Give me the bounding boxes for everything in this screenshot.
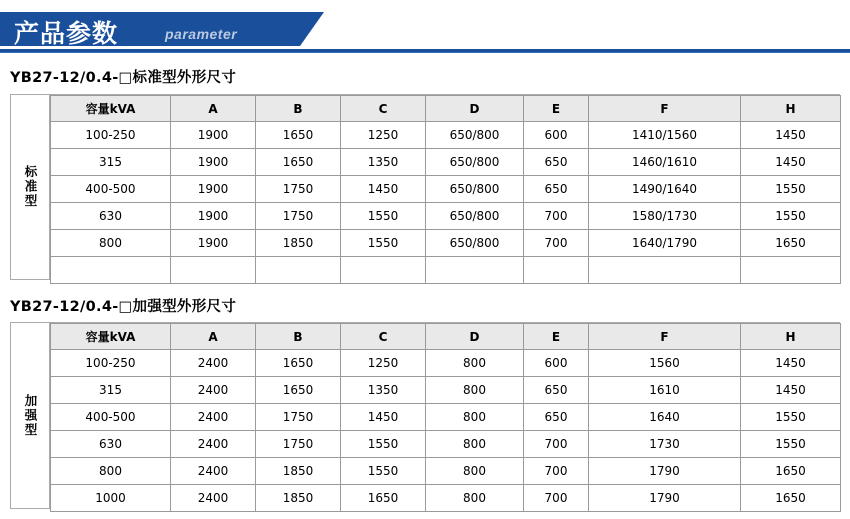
- section-title-reinforced: YB27-12/0.4-□加强型外形尺寸: [10, 299, 237, 315]
- column-header-e: E: [524, 96, 589, 122]
- cell-e: 650: [524, 404, 589, 431]
- cell-f: 1640/1790: [589, 230, 741, 257]
- cell-capacity: 400-500: [51, 176, 171, 203]
- spec-table-block-reinforced: [10, 322, 840, 509]
- cell-a: 2400: [171, 404, 256, 431]
- cell-e: 700: [524, 485, 589, 512]
- column-header-d: D: [426, 96, 524, 122]
- cell-b: 1850: [256, 485, 341, 512]
- cell-h: [741, 257, 841, 284]
- column-header-b: B: [256, 324, 341, 350]
- cell-b: 1850: [256, 458, 341, 485]
- cell-b: 1650: [256, 149, 341, 176]
- cell-capacity: 630: [51, 203, 171, 230]
- cell-capacity: 630: [51, 431, 171, 458]
- column-header-d: D: [426, 324, 524, 350]
- column-header-a: A: [171, 324, 256, 350]
- column-header-h: H: [741, 96, 841, 122]
- cell-d: 650/800: [426, 176, 524, 203]
- table-row: [51, 230, 841, 257]
- cell-d: 800: [426, 377, 524, 404]
- cell-b: 1750: [256, 176, 341, 203]
- cell-h: 1450: [741, 122, 841, 149]
- table-row: [51, 458, 841, 485]
- page-header-banner: [0, 0, 850, 54]
- cell-capacity: 100-250: [51, 122, 171, 149]
- column-header-capacity: 容量kVA: [51, 96, 171, 122]
- cell-c: 1450: [341, 176, 426, 203]
- cell-f: 1410/1560: [589, 122, 741, 149]
- cell-e: 600: [524, 122, 589, 149]
- cell-b: 1650: [256, 377, 341, 404]
- cell-f: 1460/1610: [589, 149, 741, 176]
- cell-f: 1790: [589, 458, 741, 485]
- cell-h: 1550: [741, 431, 841, 458]
- page-subtitle: parameter: [165, 26, 238, 42]
- cell-h: 1450: [741, 377, 841, 404]
- cell-c: 1550: [341, 458, 426, 485]
- column-header-f: F: [589, 96, 741, 122]
- spec-table-block-standard: [10, 94, 840, 280]
- table-row: [51, 149, 841, 176]
- column-header-e: E: [524, 324, 589, 350]
- cell-capacity: 1000: [51, 485, 171, 512]
- cell-a: 2400: [171, 350, 256, 377]
- side-label-standard: [11, 95, 50, 279]
- cell-c: 1250: [341, 122, 426, 149]
- cell-a: 1900: [171, 230, 256, 257]
- column-header-c: C: [341, 324, 426, 350]
- column-header-a: A: [171, 96, 256, 122]
- table-row: [51, 431, 841, 458]
- cell-h: 1650: [741, 485, 841, 512]
- cell-f: 1640: [589, 404, 741, 431]
- cell-a: 1900: [171, 176, 256, 203]
- cell-e: 600: [524, 350, 589, 377]
- cell-f: 1580/1730: [589, 203, 741, 230]
- cell-capacity: 100-250: [51, 350, 171, 377]
- cell-b: 1650: [256, 350, 341, 377]
- cell-d: 800: [426, 431, 524, 458]
- cell-a: 2400: [171, 458, 256, 485]
- cell-f: 1610: [589, 377, 741, 404]
- column-header-f: F: [589, 324, 741, 350]
- cell-e: [524, 257, 589, 284]
- spec-table-standard: [50, 95, 841, 284]
- cell-c: 1350: [341, 149, 426, 176]
- cell-a: 1900: [171, 149, 256, 176]
- cell-e: 700: [524, 431, 589, 458]
- cell-d: 650/800: [426, 122, 524, 149]
- cell-e: 650: [524, 149, 589, 176]
- cell-c: [341, 257, 426, 284]
- table-header-row: [51, 324, 841, 350]
- cell-b: [256, 257, 341, 284]
- side-label-reinforced: [11, 323, 50, 508]
- cell-f: 1790: [589, 485, 741, 512]
- cell-b: 1650: [256, 122, 341, 149]
- cell-d: 800: [426, 485, 524, 512]
- cell-a: 2400: [171, 485, 256, 512]
- column-header-capacity: 容量kVA: [51, 324, 171, 350]
- cell-d: 800: [426, 458, 524, 485]
- cell-a: 2400: [171, 431, 256, 458]
- cell-c: 1550: [341, 431, 426, 458]
- cell-f: 1490/1640: [589, 176, 741, 203]
- cell-f: 1730: [589, 431, 741, 458]
- cell-capacity: 315: [51, 149, 171, 176]
- cell-h: 1650: [741, 230, 841, 257]
- cell-e: 650: [524, 176, 589, 203]
- spec-table-reinforced: [50, 323, 841, 512]
- cell-d: 650/800: [426, 149, 524, 176]
- cell-h: 1550: [741, 203, 841, 230]
- cell-a: 1900: [171, 122, 256, 149]
- cell-c: 1450: [341, 404, 426, 431]
- cell-capacity: 800: [51, 458, 171, 485]
- side-label-reinforced-text: 加强型: [23, 393, 38, 438]
- cell-capacity: 400-500: [51, 404, 171, 431]
- table-row: [51, 176, 841, 203]
- cell-a: 2400: [171, 377, 256, 404]
- cell-d: 650/800: [426, 230, 524, 257]
- cell-d: 650/800: [426, 203, 524, 230]
- cell-e: 700: [524, 458, 589, 485]
- table-row: [51, 377, 841, 404]
- page-title: 产品参数: [14, 19, 119, 48]
- cell-h: 1650: [741, 458, 841, 485]
- cell-capacity: 800: [51, 230, 171, 257]
- cell-f: 1560: [589, 350, 741, 377]
- section-title-standard: YB27-12/0.4-□标准型外形尺寸: [10, 70, 237, 86]
- cell-b: 1750: [256, 203, 341, 230]
- cell-h: 1450: [741, 149, 841, 176]
- cell-d: 800: [426, 350, 524, 377]
- cell-f: [589, 257, 741, 284]
- cell-a: 1900: [171, 203, 256, 230]
- table-row: [51, 122, 841, 149]
- cell-c: 1550: [341, 230, 426, 257]
- cell-e: 700: [524, 230, 589, 257]
- cell-a: [171, 257, 256, 284]
- cell-h: 1550: [741, 176, 841, 203]
- column-header-h: H: [741, 324, 841, 350]
- cell-d: 800: [426, 404, 524, 431]
- cell-e: 700: [524, 203, 589, 230]
- table-row: [51, 485, 841, 512]
- table-row: [51, 404, 841, 431]
- cell-c: 1550: [341, 203, 426, 230]
- cell-d: [426, 257, 524, 284]
- cell-b: 1750: [256, 431, 341, 458]
- table-row: [51, 203, 841, 230]
- cell-b: 1750: [256, 404, 341, 431]
- column-header-c: C: [341, 96, 426, 122]
- column-header-b: B: [256, 96, 341, 122]
- table-header-row: [51, 96, 841, 122]
- cell-b: 1850: [256, 230, 341, 257]
- table-row: [51, 257, 841, 284]
- cell-c: 1350: [341, 377, 426, 404]
- cell-capacity: 315: [51, 377, 171, 404]
- cell-c: 1250: [341, 350, 426, 377]
- side-label-standard-text: 标准型: [23, 165, 38, 209]
- banner-divider-line-secondary: [0, 52, 850, 53]
- cell-c: 1650: [341, 485, 426, 512]
- cell-e: 650: [524, 377, 589, 404]
- cell-capacity: [51, 257, 171, 284]
- cell-h: 1550: [741, 404, 841, 431]
- table-row: [51, 350, 841, 377]
- cell-h: 1450: [741, 350, 841, 377]
